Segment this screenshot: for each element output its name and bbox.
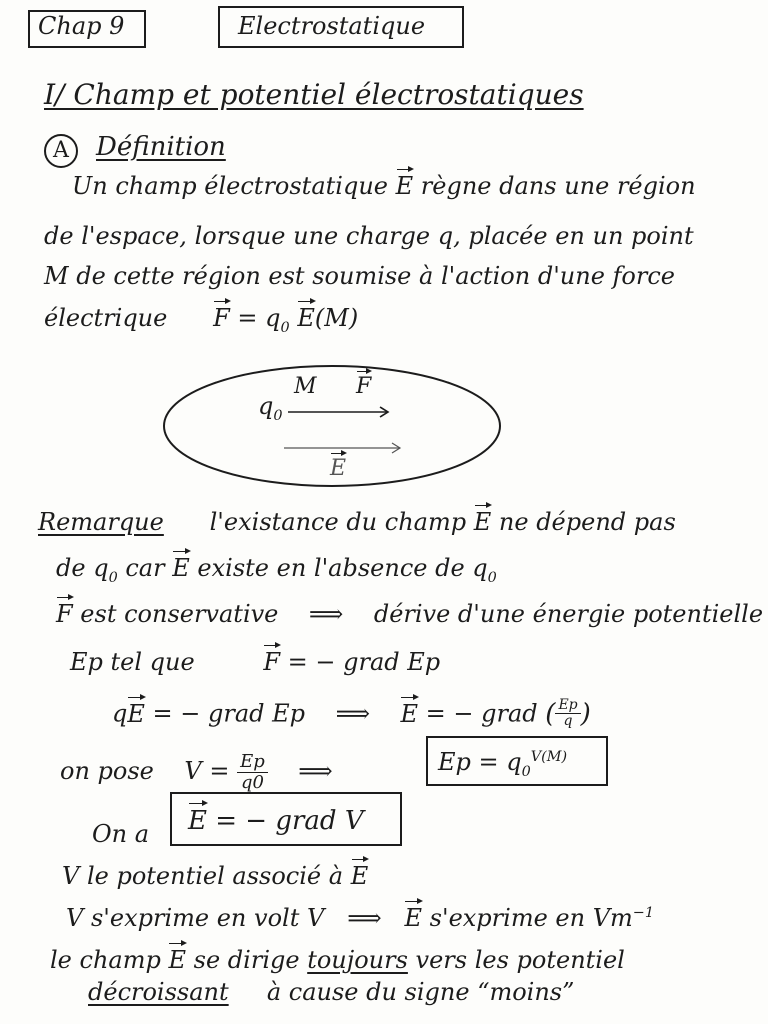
vector-e: E — [127, 699, 145, 728]
subsection-marker — [44, 134, 78, 168]
charge-q: q — [265, 304, 281, 332]
figure-field-label — [330, 456, 346, 481]
ep-rhs: = − grad Ep — [287, 648, 441, 676]
frac-num: Ep — [237, 752, 268, 773]
vector-f: F — [213, 304, 230, 332]
conservative-text-b: dérive d'une énergie potentielle — [373, 600, 764, 628]
vector-e: E — [400, 699, 419, 728]
e-grad-v-rhs: = − grad V — [215, 806, 364, 836]
potentiel-line-3-b: se dirige — [193, 946, 300, 974]
ep-boxed-sup: V(M) — [530, 749, 568, 765]
potentiel-line-3-c: vers les potentiel — [415, 946, 625, 974]
subsection-marker-letter: A — [53, 138, 69, 163]
figure-charge-sub: 0 — [273, 407, 283, 424]
chapter-label: Chap 9 — [38, 12, 125, 40]
potentiel-line-4-b: à cause du signe “moins” — [266, 978, 575, 1006]
ep-boxed-main: Ep = q — [438, 748, 522, 776]
ona-text: On a — [92, 820, 150, 848]
implies-arrow: ⟹ — [308, 600, 344, 628]
potentiel-line-1 — [62, 862, 368, 890]
vector-e: E — [473, 508, 492, 536]
figure-force-label — [356, 374, 371, 399]
frac-den: q0 — [240, 772, 264, 793]
figure-charge-label — [258, 392, 283, 424]
qe-rhs: = − grad — [425, 699, 538, 728]
e-grad-v — [188, 806, 364, 836]
definition-line-1 — [72, 172, 696, 200]
potentiel-line-2-b: s'exprime en Vm — [429, 904, 633, 932]
vector-e: E — [350, 862, 369, 890]
remarque-line-2-c: existe en l'absence de q — [197, 554, 488, 582]
definition-line-1-b: règne dans une région — [420, 172, 696, 200]
vector-f: F — [356, 374, 372, 399]
potentiel-line-2-sup: −1 — [632, 905, 655, 921]
remarque-line-2-sub: 0 — [108, 569, 118, 586]
potentiel-line-4 — [88, 978, 574, 1006]
implies-arrow: ⟹ — [298, 757, 333, 785]
point-arg: (M) — [314, 304, 359, 332]
figure-point-label: M — [294, 374, 317, 399]
ep-over-q0 — [237, 752, 268, 793]
vector-e: E — [172, 554, 190, 582]
implies-arrow: ⟹ — [347, 904, 382, 932]
ep-text: Ep tel que — [70, 648, 195, 676]
definition-line-1-a: Un champ électrostatique — [72, 172, 388, 200]
pose-v-eq: V = — [184, 757, 230, 785]
conservative-line — [56, 600, 763, 628]
subsection-title: Définition — [96, 132, 226, 162]
potentiel-line-2-a: V s'exprime en volt V — [66, 904, 325, 932]
vector-e: E — [297, 304, 315, 332]
potentiel-line-3 — [50, 946, 625, 974]
remarque-line-1-a: l'existance du champ — [209, 508, 467, 536]
pose-text: on pose — [60, 757, 154, 785]
conservative-text-a: est conservative — [80, 600, 279, 628]
ep-over-q: ( $\frac{Ep}{q}$ ) — [545, 697, 591, 729]
remarque-line-2-b: car — [125, 554, 165, 582]
charge-q-sub: 0 — [280, 319, 290, 336]
potentiel-line-4-ul: décroissant — [88, 978, 229, 1006]
potentiel-line-1-text: V le potentiel associé à — [62, 862, 344, 890]
definition-line-3: M de cette région est soumise à l'action d'une force — [44, 262, 675, 290]
remarque-line-1-b: ne dépend pas — [498, 508, 676, 536]
definition-line-4-a: électrique — [44, 304, 168, 332]
equals-sign: = — [237, 304, 258, 332]
page-title: Electrostatique — [238, 12, 426, 40]
frac-den: q — [563, 713, 573, 729]
remarque-line-2-a: de q — [56, 554, 109, 582]
ep-boxed-text — [438, 748, 567, 780]
ep-boxed-sub: 0 — [521, 763, 531, 780]
vector-e: E — [330, 456, 347, 481]
vector-e: E — [395, 172, 414, 200]
definition-line-4 — [44, 304, 358, 336]
potentiel-line-3-a: le champ — [50, 946, 161, 974]
vector-e: E — [168, 946, 187, 974]
vector-e: E — [404, 904, 423, 932]
potentiel-line-2 — [66, 904, 654, 932]
pose-line — [60, 752, 333, 793]
remarque-line-1 — [38, 508, 676, 536]
qe-q: q — [112, 699, 128, 728]
implies-arrow: ⟹ — [335, 699, 370, 728]
potentiel-line-3-ul: toujours — [307, 946, 408, 974]
remarque-line-2-sub2: 0 — [487, 569, 497, 586]
vector-f: F — [263, 648, 281, 676]
frac-num: Ep — [555, 698, 580, 714]
ep-line — [70, 648, 440, 676]
remarque-label: Remarque — [38, 508, 164, 536]
definition-line-2: de l'espace, lorsque une charge q, placée en un point — [44, 222, 694, 250]
vector-f: F — [56, 600, 73, 628]
qe-line — [112, 698, 591, 729]
qe-lhs-rhs: = − grad Ep — [152, 699, 306, 728]
figure-charge: q — [258, 392, 274, 420]
remarque-line-2 — [56, 554, 497, 586]
section-heading: I/ Champ et potentiel électrostatiques — [44, 78, 584, 111]
vector-e: E — [188, 806, 207, 836]
